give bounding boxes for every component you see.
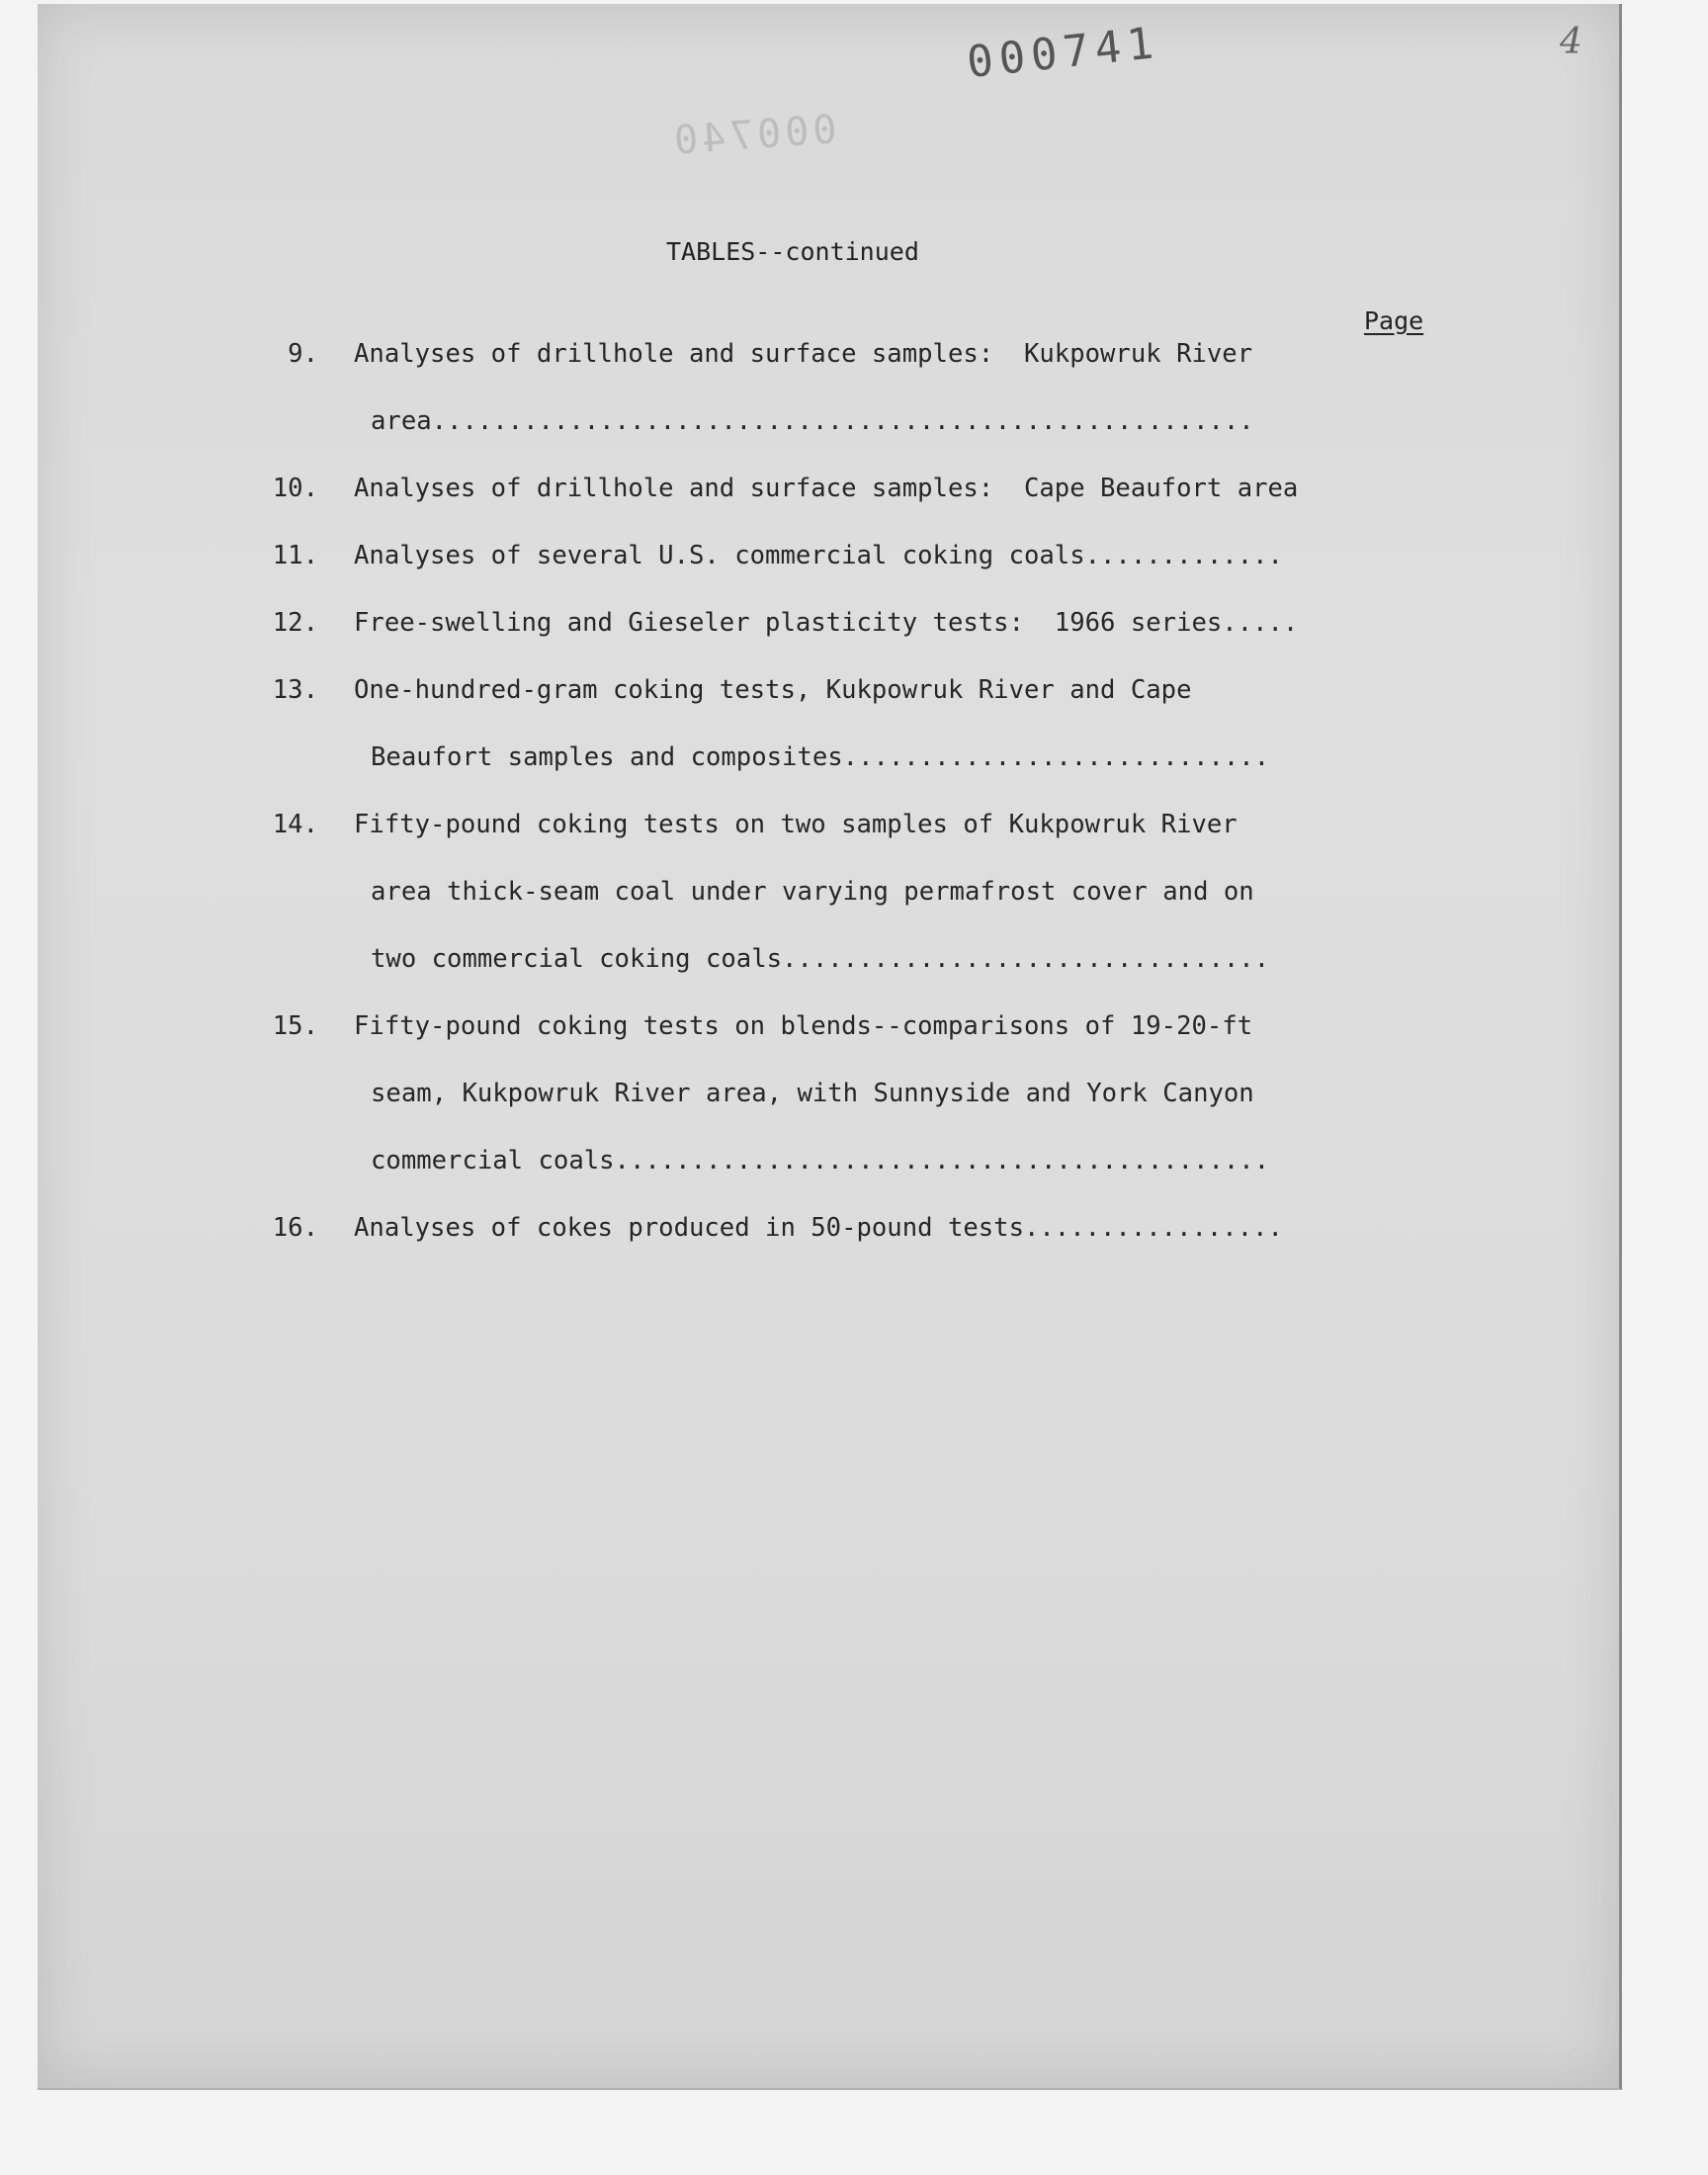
entry-line: Fifty-pound coking tests on blends--comparisons of 19-20-ft [354, 1011, 1253, 1041]
entry-number: 16. [272, 1213, 318, 1243]
entry-line: Free-swelling and Gieseler plasticity tests: 1966 series..... [354, 608, 1299, 638]
page-heading: TABLES--continued [666, 237, 919, 266]
faint-bleedthrough-stamp: 000740 [668, 107, 838, 164]
entry-line: area...................................................... [371, 406, 1254, 436]
handwritten-page-mark: 4 [1560, 22, 1582, 62]
entry-line: Fifty-pound coking tests on two samples of Kukpowruk River [354, 810, 1238, 839]
entry-line: Analyses of several U.S. commercial coking coals............. [354, 541, 1283, 570]
entry-number: 13. [272, 675, 318, 705]
entry-line: One-hundred-gram coking tests, Kukpowruk River and Cape [354, 675, 1192, 705]
entry-number: 11. [272, 541, 318, 570]
entry-line: two commercial coking coals................................ [371, 944, 1270, 974]
document-number-stamp: 000741 [964, 17, 1162, 89]
entry-number: 15. [272, 1011, 318, 1041]
entry-number: 9. [288, 339, 318, 369]
entry-line: commercial coals........................................... [371, 1146, 1270, 1175]
entry-line: Analyses of cokes produced in 50-pound tests................. [354, 1213, 1283, 1243]
scanned-page [38, 4, 1622, 2090]
entry-number: 12. [272, 608, 318, 638]
entry-number: 10. [272, 474, 318, 503]
entry-line: area thick-seam coal under varying permafrost cover and on [371, 877, 1254, 907]
entry-line: Analyses of drillhole and surface samples: Cape Beaufort area [354, 474, 1299, 503]
entry-line: seam, Kukpowruk River area, with Sunnyside and York Canyon [371, 1079, 1254, 1108]
page-column-label: Page [1364, 306, 1424, 335]
entry-line: Beaufort samples and composites............................ [371, 742, 1270, 772]
entry-number: 14. [272, 810, 318, 839]
entry-line: Analyses of drillhole and surface samples: Kukpowruk River [354, 339, 1253, 369]
